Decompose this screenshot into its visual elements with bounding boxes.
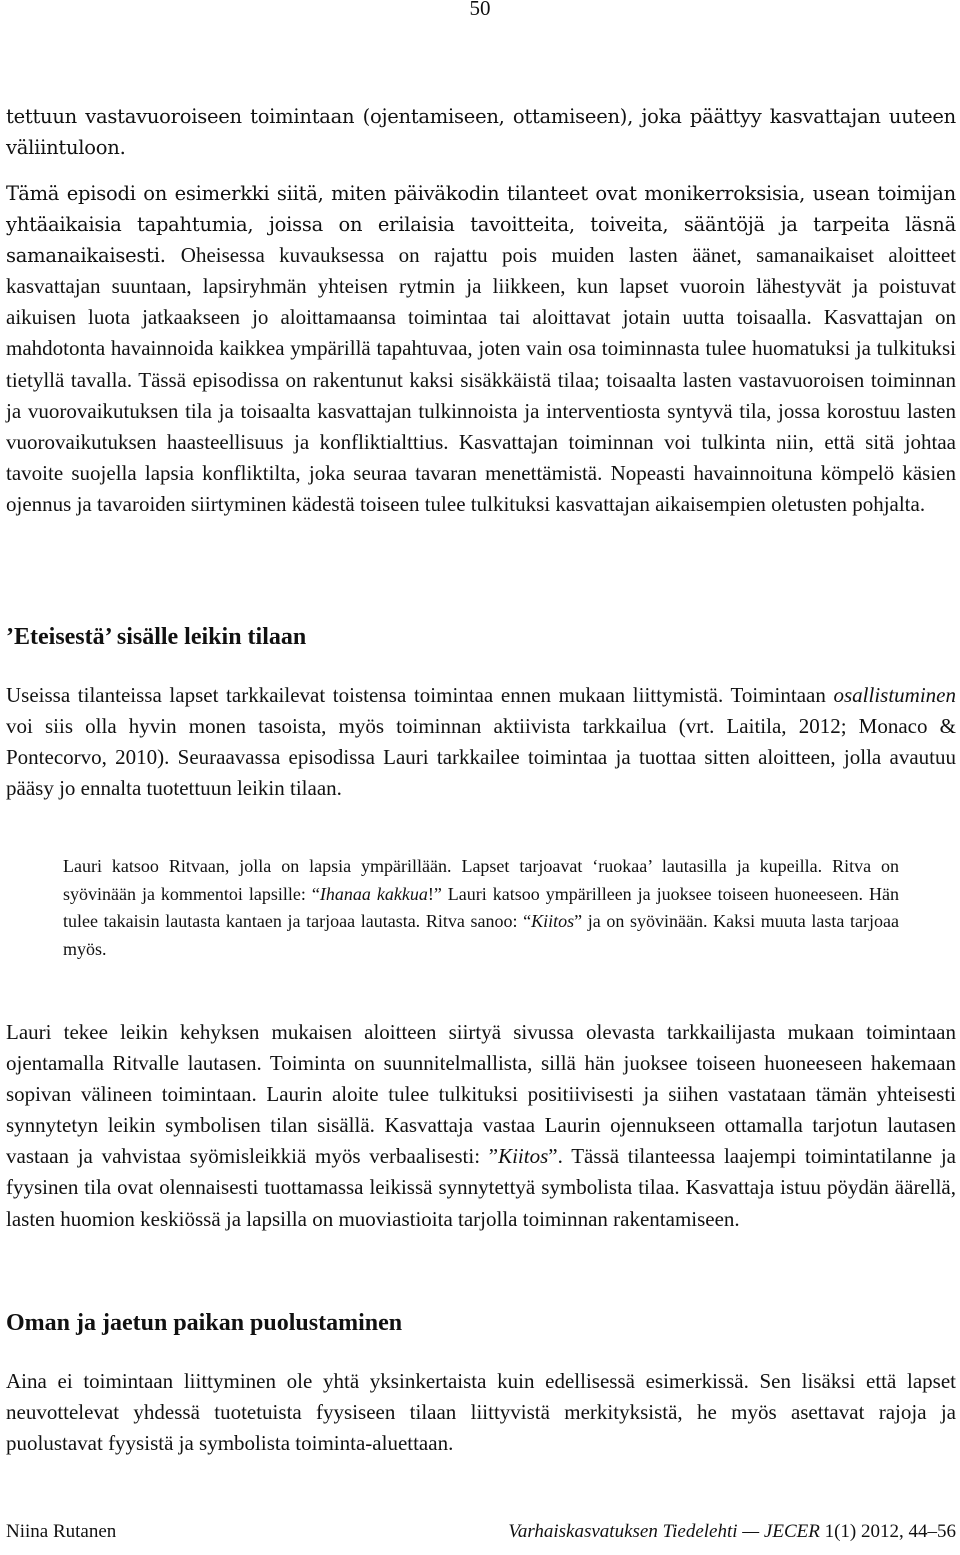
episode-quote [63,853,899,964]
quote-open-mark: “ [311,883,320,904]
paragraph-4-emphasis: Kiitos [498,1144,549,1169]
quote-emphasis-2: Kiitos [531,911,575,932]
quote-part-c: ” ja on syövinään. Kaksi muuta lasta tarjoaa myös. [63,911,899,960]
paragraph-3-part-b: voi siis olla hyvin monen tasoista, myös toiminnan aktiivista tarkkailua (vrt. Laitila, 2012; Monaco & Pontecorvo, 2010). Seuraavassa episodissa Lauri tarkkailee toimintaa ja tuottaa sitten aloitteen, jolla avautuu pääsy jo ennalta tuotettuun leikin tilaan. [6,714,956,801]
footer-author: Niina Rutanen [6,1521,117,1542]
quote-part-a: Lauri katsoo Ritvaan, jolla on lapsia ympärillään. Lapset tarjoavat ‘ruokaa’ lautasilla ja kupeilla. Ritva on syövinään ja kommentoi lapsille: [63,856,899,904]
footer-journal: Varhaiskasvatuksen Tiedelehti — JECER [508,1521,820,1542]
footer-citation [508,1521,956,1543]
paragraph-2 [6,178,956,520]
quote-part-b: !” Lauri katsoo ympärilleen ja juoksee toiseen huoneeseen. Hän tulee takaisin lautasta kantaen ja tarjoaa lautasta. Ritva sanoo: “ [63,883,899,932]
paragraph-2-part-b: Oheisessa kuvauksessa on rajattu pois muiden lasten äänet, samanaikaiset aloitteet kasvattajan suuntaan, lapsiryhmän yhteisen rytmin ja liikkeen, kun lapset vuoroin lähestyvät ja poistuvat aikuisen luota jatkaakseen jo aloittamaansa toimintaa tai aloittavat jotain uutta toisaalla. Kasvattajan on mahdotonta havainnoida kaikkea ympärillä tapahtuvaa, joten vain osa toiminnasta tulee huomatuksi ja tulkituksi tietyllä tavalla. Tässä episodissa on rakentunut kaksi sisäkkäistä tilaa; toisaalta lasten vastavuoroisen toiminnan ja vuorovaikutuksen tila ja toisaalta kasvattajan tulkinnoista ja interventiosta syntyvä tila, jossa korostuu lasten vuorovaikutuksen haasteellisuus ja konfliktialttius. Kasvattajan toiminnan voi tulkinta niin, että sitä johtaa tavoite suojella lapsia konfliktilta, joka seuraa tavaran menettämistä. Nopeasti havainnoituna kömpelö käsien ojennus ja tavaroiden siirtyminen kädestä toiseen tulee tulkituksi kasvattajan aikaisempien oletusten pohjalta. [6,243,956,516]
page-number: 50 [469,0,491,20]
paragraph-4-part-b: ”. Tässä tilanteessa laajempi toimintatilanne ja fyysinen tila ovat olennaisesti tuottamassa leikissä synnytettyä symbolista tilaa. Kasvattaja istuu pöydän äärellä, lasten huomion keskiössä ja lapsilla on muoviastioita tarjolla toiminnan rakentamiseen. [6,1144,956,1231]
quote-emphasis-1: Ihanaa kakkua [319,883,428,904]
paragraph-2-part-a: Tämä episodi on esimerkki siitä, miten päiväkodin tilanteet ovat monikerroksisia, usean toimijan yhtäaikaisia tapahtumia, joissa on erilaisia tavoitteita, toiveita, sääntöjä ja tarpeita läsnä samanaikaisesti. [6,182,956,268]
paragraph-5: Aina ei toimintaan liittyminen ole yhtä yksinkertaista kuin edellisessä esimerkissä. Sen lisäksi että lapset neuvottelevat yhdessä tuotetuista fyysiseen tilaan liittyvistä merkityksistä, he myös asettavat rajoja ja puolustavat fyysistä ja symbolista toiminta-aluettaan. [6,1369,956,1456]
paragraph-3-emphasis: osallistuminen [833,683,956,707]
section-heading-oman-paikan: Oman ja jaetun paikan puolustaminen [6,1310,403,1336]
paragraph-3-part-a: Useissa tilanteissa lapset tarkkailevat toistensa toimintaa ennen mukaan liittymistä. Toimintaan [6,683,834,707]
section-heading-eteisesta: ’Eteisestä’ sisälle leikin tilaan [6,624,307,650]
paragraph-4 [6,1017,956,1235]
paragraph-1: tettuun vastavuoroiseen toimintaan (ojentamiseen, ottamiseen), joka päättyy kasvattajan uuteen väliintuloon. [6,105,956,160]
paragraph-4-part-a: Lauri tekee leikin kehyksen mukaisen aloitteen siirtyä sivussa olevasta tarkkailijasta mukaan toimintaan ojentamalla Ritvalle lautasen. Toiminta on suunnitelmallista, sillä hän juoksee toiseen huoneeseen hakemaan sopivan välineen toimintaan. Laurin aloite tulee tulkituksi positiivisesti ja siihen vastataan tämän yhteisesti synnytetyn leikin symbolisen tilan sisällä. Kasvattaja vastaa Laurin ojennukseen ottamalla tarjotun lautasen vastaan ja vahvistaa syömisleikkiä myös verbaalisesti: ” [6,1020,956,1169]
paragraph-3 [6,680,956,804]
footer-issue: 1(1) 2012, 44–56 [819,1521,956,1542]
